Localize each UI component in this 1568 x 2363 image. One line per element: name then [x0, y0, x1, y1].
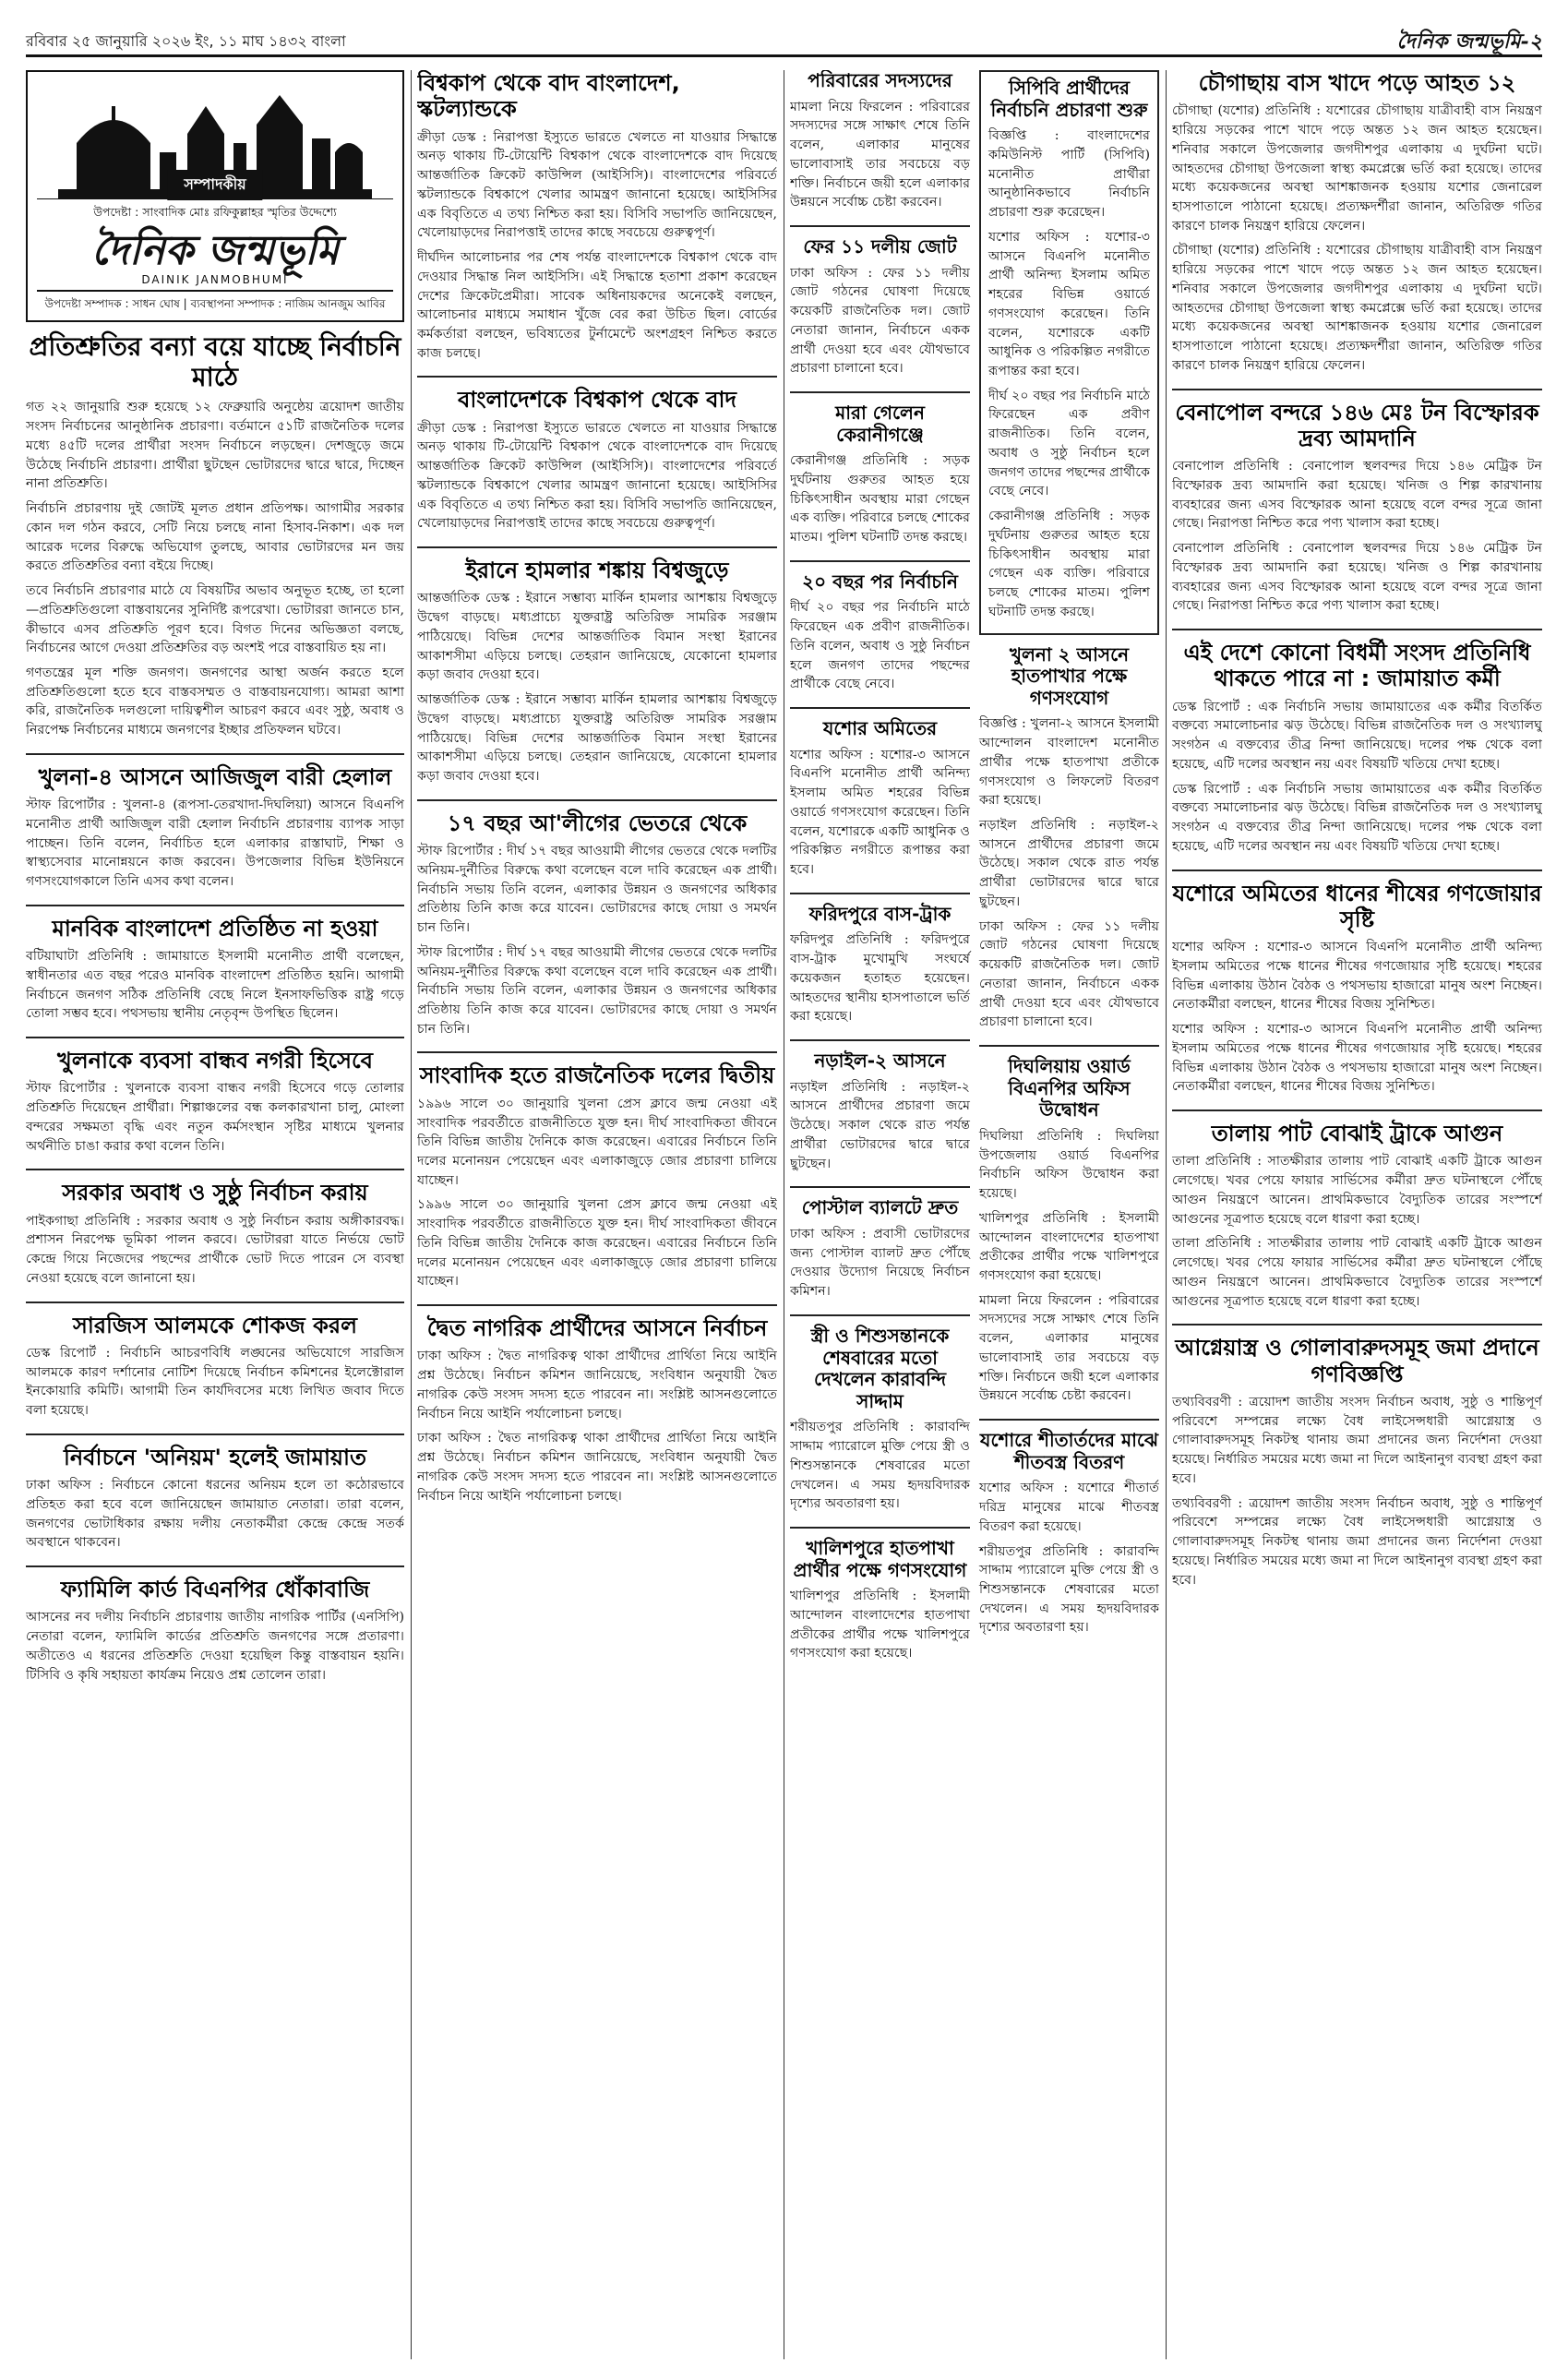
story-body: যশোর অফিস : যশোরে শীতার্ত দরিদ্র মানুষের মাঝে শীতবস্ত্র বিতরণ করা হয়েছে।: [979, 1481, 1159, 1534]
story-body: ফরিদপুর প্রতিনিধি : ফরিদপুরে বাস-ট্রাক মুখোমুখি সংঘর্ষে কয়েকজন হতাহত হয়েছেন। আহতদের স্থানীয় হাসপাতালে ভর্তি করা হয়েছে।: [790, 932, 970, 1025]
story-headline: খুলনাকে ব্যবসা বান্ধব নগরী হিসেবে: [56, 1048, 374, 1074]
news-story: [1172, 640, 1542, 871]
news-story: [790, 70, 970, 227]
story-body: শরীয়তপুর প্রতিনিধি : কারাবন্দি সাদ্দাম প্যারোলে মুক্তি পেয়ে স্ত্রী ও শিশুসন্তানকে শেষবারের মতো দেখলেন। এ সময় হৃদয়বিদারক দৃশ্যের অবতারণা হয়।: [979, 1543, 1159, 1636]
news-story: [790, 1538, 970, 1676]
story-headline: বিশ্বকাপ থেকে বাদ বাংলাদেশ, স্কটল্যান্ডকে: [417, 70, 680, 123]
story-body: বেনাপোল প্রতিনিধি : বেনাপোল স্থলবন্দর দিয়ে ১৪৬ মেট্রিক টন বিস্ফোরক দ্রব্য আমদানি করা হয়েছে। খনিজ ও শিল্প কারখানায় ব্যবহারের জন্য এসব বিস্ফোরক আনা হয়েছে বলে বন্দর সূত্রে জানা গেছে। নিরাপত্তা নিশ্চিত করে পণ্য খালাস করা হচ্ছে।: [1172, 459, 1542, 532]
story-headline: চৌগাছায় বাস খাদে পড়ে আহত ১২: [1198, 70, 1516, 96]
news-story: [417, 70, 777, 378]
story-headline: যশোর অমিতের: [822, 717, 938, 740]
news-story: [417, 1315, 777, 1518]
news-story: [790, 402, 970, 562]
story-headline: খুলনা-৪ আসনে আজিজুল বারী হেলাল: [38, 763, 392, 790]
story-headline: সিপিবি প্রার্থীদের নির্বাচনি প্রচারণা শুরু: [990, 77, 1148, 121]
story-headline: খুলনা ২ আসনে হাতপাখার পক্ষে গণসংযোগ: [1009, 642, 1130, 709]
story-headline: যশোরে অমিতের ধানের শীষের গণজোয়ার সৃষ্টি: [1172, 880, 1542, 932]
story-headline: সরকার অবাধ ও সুষ্ঠু নির্বাচন করায়: [62, 1180, 368, 1206]
story-body: মামলা নিয়ে ফিরলেন : পরিবারের সদস্যদের সঙ্গে সাক্ষাৎ শেষে তিনি বলেন, এলাকার মানুষের ভালোবাসাই তার সবচেয়ে বড় শক্তি। নির্বাচনে জয়ী হলে এলাকার উন্নয়নে সর্বোচ্চ চেষ্টা করবেন।: [790, 99, 970, 210]
column-4: [1172, 70, 1542, 2359]
story-body: ঢাকা অফিস : প্রবাসী ভোটারদের জন্য পোস্টাল ব্যালট দ্রুত পৌঁছে দেওয়ার উদ্যোগ নিয়েছে নির্বাচন কমিশন।: [790, 1226, 970, 1300]
story-body: স্টাফ রিপোর্টার : খুলনা-৪ (রূপসা-তেরখাদা-দিঘলিয়া) আসনে বিএনপি মনোনীত প্রার্থী আজিজুল বারী হেলাল নির্বাচনি প্রচারণায় ব্যাপক সাড়া পাচ্ছেন। তিনি বলেন, নির্বাচিত হলে এলাকার রাস্তাঘাট, শিক্ষা ও স্বাস্থ্যসেবার মানোন্নয়নে কাজ করবেন। উপজেলার বিভিন্ন ইউনিয়নে গণসংযোগকালে তিনি এসব কথা বলেন।: [26, 798, 404, 890]
story-body: চৌগাছা (যশোর) প্রতিনিধি : যশোরের চৌগাছায় যাত্রীবাহী বাস নিয়ন্ত্রণ হারিয়ে সড়কের পাশে খাদে পড়ে অন্তত ১২ জন আহত হয়েছেন। শনিবার সকালে উপজেলার জগদীশপুর এলাকায় এ দুর্ঘটনা ঘটে। আহতদের চৌগাছা উপজেলা স্বাস্থ্য কমপ্লেক্সে ভর্তি করা হয়েছে। তাদের মধ্যে কয়েকজনের অবস্থা আশঙ্কাজনক হওয়ায় যশোর জেনারেল হাসপাতালে পাঠানো হয়েছে। প্রত্যক্ষদর্শীরা জানান, অতিরিক্ত গতির কারণে চালক নিয়ন্ত্রণ হারিয়ে ফেলেন।: [1172, 103, 1542, 234]
story-body: ঢাকা অফিস : দ্বৈত নাগরিকত্ব থাকা প্রার্থীদের প্রার্থিতা নিয়ে আইনি প্রশ্ন উঠেছে। নির্বাচন কমিশন জানিয়েছে, সংবিধান অনুযায়ী দ্বৈত নাগরিক কেউ সংসদ সদস্য হতে পারবেন না। সংশ্লিষ্ট আসনগুলোতে নির্বাচন নিয়ে আইনি পর্যালোচনা চলছে।: [417, 1349, 777, 1421]
column-1: [26, 70, 404, 2359]
story-body: বিজ্ঞপ্তি : খুলনা-২ আসনে ইসলামী আন্দোলন বাংলাদেশ মনোনীত প্রার্থীর পক্ষে হাতপাখা প্রতীকে গণসংযোগ ও লিফলেট বিতরণ করা হয়েছে।: [979, 716, 1159, 809]
news-story: [417, 810, 777, 1054]
story-headline: সাংবাদিক হতে রাজনৈতিক দলের দ্বিতীয়: [419, 1062, 775, 1089]
story-headline: মানবিক বাংলাদেশ প্রতিষ্ঠিত না হওয়া: [52, 915, 378, 942]
story-headline: ইরানে হামলার শঙ্কায় বিশ্বজুড়ে: [465, 558, 729, 584]
story-body: আন্তর্জাতিক ডেস্ক : ইরানে সম্ভাব্য মার্কিন হামলার আশঙ্কায় বিশ্বজুড়ে উদ্বেগ বাড়ছে। মধ্যপ্রাচ্যে যুক্তরাষ্ট্র অতিরিক্ত সামরিক সরঞ্জাম পাঠিয়েছে। বিভিন্ন দেশের আন্তর্জাতিক বিমান সংস্থা ইরানের আকাশসীমা এড়িয়ে চলছে। তেহরান জানিয়েছে, যেকোনো হামলার কড়া জবাব দেওয়া হবে।: [417, 692, 777, 785]
news-story: [417, 1062, 777, 1306]
news-story: [26, 1313, 404, 1435]
story-body: চৌগাছা (যশোর) প্রতিনিধি : যশোরের চৌগাছায় যাত্রীবাহী বাস নিয়ন্ত্রণ হারিয়ে সড়কের পাশে খাদে পড়ে অন্তত ১২ জন আহত হয়েছেন। শনিবার সকালে উপজেলার জগদীশপুর এলাকায় এ দুর্ঘটনা ঘটে। আহতদের চৌগাছা উপজেলা স্বাস্থ্য কমপ্লেক্সে ভর্তি করা হয়েছে। তাদের মধ্যে কয়েকজনের অবস্থা আশঙ্কাজনক হওয়ায় যশোর জেনারেল হাসপাতালে পাঠানো হয়েছে। প্রত্যক্ষদর্শীরা জানান, অতিরিক্ত গতির কারণে চালক নিয়ন্ত্রণ হারিয়ে ফেলেন।: [1172, 243, 1542, 373]
editorial-paragraph: নির্বাচনি প্রচারণায় দুই জোটই মূলত প্রধান প্রতিপক্ষ। আগামীর সরকার কোন দল গঠন করবে, সেটি নিয়ে চলছে নানা হিসাব-নিকাশ। এক দল আরেক দলের বিরুদ্ধে অভিযোগ তুলছে, আবার ভোটারদের মন জয় করতে প্রতিশ্রুতির বন্যা বইয়ে দিচ্ছে।: [26, 501, 404, 574]
story-body: স্টাফ রিপোর্টার : দীর্ঘ ১৭ বছর আওয়ামী লীগের ভেতরে থেকে দলটির অনিয়ম-দুর্নীতির বিরুদ্ধে কথা বলেছেন বলে দাবি করেছেন এক প্রার্থী। নির্বাচনি সভায় তিনি বলেন, এলাকার উন্নয়ন ও জনগণের অধিকার প্রতিষ্ঠায় তিনি কাজ করে যাবেন। ভোটারদের কাছে দোয়া ও সমর্থন চান তিনি।: [417, 844, 777, 936]
story-body: যশোর অফিস : যশোর-৩ আসনে বিএনপি মনোনীত প্রার্থী অনিন্দ্য ইসলাম অমিত শহরের বিভিন্ন ওয়ার্ডে গণসংযোগ করেছেন। তিনি বলেন, যশোরকে একটি আধুনিক ও পরিকল্পিত নগরীতে রূপান্তর করা হবে।: [988, 229, 1150, 378]
editorial-paragraph: তবে নির্বাচনি প্রচারণার মাঠে যে বিষয়টির অভাব অনুভূত হচ্ছে, তা হলো—প্রতিশ্রুতিগুলো বাস্তবায়নের সুনির্দিষ্ট রূপরেখা। ভোটাররা জানতে চান, কীভাবে এসব প্রতিশ্রুতি পূরণ হবে। বিগত দিনের অভিজ্ঞতা বলছে, নির্বাচনের আগে দেওয়া প্রতিশ্রুতির বড় অংশই পরে বাস্তবায়িত হয় না।: [26, 583, 404, 656]
story-headline: তালায় পাট বোঝাই ট্রাকে আগুন: [1211, 1121, 1503, 1147]
story-body: তালা প্রতিনিধি : সাতক্ষীরার তালায় পাট বোঝাই একটি ট্রাকে আগুন লেগেছে। খবর পেয়ে ফায়ার সার্ভিসের কর্মীরা দ্রুত ঘটনাস্থলে পৌঁছে আগুন নিয়ন্ত্রণে আনেন। প্রাথমিকভাবে বৈদ্যুতিক তারের সংস্পর্শে আগুনের সূত্রপাত হয়েছে বলে ধারণা করা হচ্ছে।: [1172, 1154, 1542, 1227]
news-story: [417, 558, 777, 801]
story-body: ডেস্ক রিপোর্ট : নির্বাচনি আচরণবিধি লঙ্ঘনের অভিযোগে সারজিস আলমকে কারণ দর্শানোর নোটিশ দিয়েছে নির্বাচন কমিশনের ইলেক্টোরাল ইনকোয়ারি কমিটি। আগামী তিন কার্যদিবসের মধ্যে লিখিত জবাব দিতে বলা হয়েছে।: [26, 1345, 404, 1419]
news-story: [26, 1445, 404, 1567]
story-body: যশোর অফিস : যশোর-৩ আসনে বিএনপি মনোনীত প্রার্থী অনিন্দ্য ইসলাম অমিতের পক্ষে ধানের শীষের গণজোয়ার সৃষ্টি হয়েছে। শহরের বিভিন্ন এলাকায় উঠান বৈঠক ও পথসভায় হাজারো মানুষ অংশ নিচ্ছেন। নেতাকর্মীরা বলছেন, ধানের শীষের বিজয় সুনিশ্চিত।: [1172, 1022, 1542, 1095]
story-body: কেরানীগঞ্জ প্রতিনিধি : সড়ক দুর্ঘটনায় গুরুতর আহত হয়ে চিকিৎসাধীন অবস্থায় মারা গেছেন এক ব্যক্তি। পরিবারে চলছে শোকের মাতম। পুলিশ ঘটনাটি তদন্ত করছে।: [790, 453, 970, 546]
story-body: দিঘলিয়া প্রতিনিধি : দিঘলিয়া উপজেলায় ওয়ার্ড বিএনপির নির্বাচনি অফিস উদ্বোধন করা হয়েছে।: [979, 1128, 1159, 1202]
column-2: [417, 70, 777, 2359]
editorial-paragraph: গত ২২ জানুয়ারি শুরু হয়েছে ১২ ফেব্রুয়ারি অনুষ্ঠেয় ত্রয়োদশ জাতীয় সংসদ নির্বাচনের আনুষ্ঠানিক প্রচারণা। বর্তমানে ৫১টি রাজনৈতিক দলের মধ্যে ৪৫টি দলের প্রার্থীরা সংসদ নির্বাচনে লড়ছেন। দেশজুড়ে জমে উঠেছে নির্বাচনি প্রচারণা। প্রার্থীরা ছুটছেন ভোটারদের দ্বারে দ্বারে, দিচ্ছেন নানা প্রতিশ্রুতি।: [26, 400, 404, 492]
story-body: বিজ্ঞপ্তি : বাংলাদেশের কমিউনিস্ট পার্টি (সিপিবি) মনোনীত প্রার্থীরা আনুষ্ঠানিকভাবে নির্বাচনি প্রচারণা শুরু করেছেন।: [988, 128, 1150, 221]
paper-name-english: DAINIK JANMOBHUMI: [37, 273, 393, 292]
story-headline: ফ্যামিলি কার্ড বিএনপির ধোঁকাবাজি: [60, 1577, 370, 1603]
column-divider: [1166, 70, 1167, 2359]
news-story: [417, 387, 777, 548]
story-headline: খালিশপুরে হাতপাখা প্রার্থীর পক্ষে গণসংযোগ: [793, 1536, 967, 1581]
story-headline: ফের ১১ দলীয় জোট: [803, 235, 957, 258]
news-story: [979, 1430, 1159, 1650]
story-body: যশোর অফিস : যশোর-৩ আসনে বিএনপি মনোনীত প্রার্থী অনিন্দ্য ইসলাম অমিত শহরের বিভিন্ন ওয়ার্ডে গণসংযোগ করেছেন। তিনি বলেন, যশোরকে একটি আধুনিক ও পরিকল্পিত নগরীতে রূপান্তর করা হবে।: [790, 747, 970, 878]
story-headline: দিঘলিয়ায় ওয়ার্ড বিএনপির অফিস উদ্বোধন: [1008, 1055, 1131, 1122]
news-story: [979, 70, 1159, 635]
news-story: [790, 236, 970, 393]
story-headline: ১৭ বছর আ'লীগের ভেতরে থেকে: [447, 810, 748, 836]
news-story: [790, 1050, 970, 1188]
news-story: [979, 644, 1159, 1048]
news-story: [790, 571, 970, 709]
story-body: আন্তর্জাতিক ডেস্ক : ইরানে সম্ভাব্য মার্কিন হামলার আশঙ্কায় বিশ্বজুড়ে উদ্বেগ বাড়ছে। মধ্যপ্রাচ্যে যুক্তরাষ্ট্র অতিরিক্ত সামরিক সরঞ্জাম পাঠিয়েছে। বিভিন্ন দেশের আন্তর্জাতিক বিমান সংস্থা ইরানের আকাশসীমা এড়িয়ে চলছে। তেহরান জানিয়েছে, যেকোনো হামলার কড়া জবাব দেওয়া হবে।: [417, 591, 777, 683]
story-body: ঢাকা অফিস : নির্বাচনে কোনো ধরনের অনিয়ম হলে তা কঠোরভাবে প্রতিহত করা হবে বলে জানিয়েছেন জামায়াত নেতারা। তারা বলেন, জনগণের ভোটাধিকার রক্ষায় দলীয় নেতাকর্মীরা কেন্দ্রে কেন্দ্রে সতর্ক অবস্থানে থাকবেন।: [26, 1478, 404, 1551]
story-body: ডেস্ক রিপোর্ট : এক নির্বাচনি সভায় জামায়াতের এক কর্মীর বিতর্কিত বক্তব্যে সমালোচনার ঝড় উঠেছে। বিভিন্ন রাজনৈতিক দল ও সংখ্যালঘু সংগঠন এ বক্তব্যের তীব্র নিন্দা জানিয়েছে। দলের পক্ষ থেকে বলা হয়েছে, এটি দলের অবস্থান নয় এবং বিষয়টি খতিয়ে দেখা হচ্ছে।: [1172, 781, 1542, 854]
editorial-subtitle: উপদেষ্টা : সাংবাদিক মোঃ রফিকুল্লাহর স্মৃতির উদ্দেশ্যে: [93, 205, 337, 219]
column-3-right: [979, 70, 1159, 1685]
news-story: [1172, 1121, 1542, 1325]
story-headline: আগ্নেয়াস্ত্র ও গোলাবারুদসমূহ জমা প্রদানে গণবিজ্ঞপ্তি: [1175, 1335, 1539, 1387]
story-body: ঢাকা অফিস : দ্বৈত নাগরিকত্ব থাকা প্রার্থীদের প্রার্থিতা নিয়ে আইনি প্রশ্ন উঠেছে। নির্বাচন কমিশন জানিয়েছে, সংবিধান অনুযায়ী দ্বৈত নাগরিক কেউ সংসদ সদস্য হতে পারবেন না। সংশ্লিষ্ট আসনগুলোতে নির্বাচন নিয়ে আইনি পর্যালোচনা চলছে।: [417, 1431, 777, 1504]
story-headline: সারজিস আলমকে শোকজ করল: [73, 1312, 357, 1338]
news-story: [1172, 1335, 1542, 1602]
story-headline: পোস্টাল ব্যালটে দ্রুত: [801, 1196, 959, 1219]
story-body: স্টাফ রিপোর্টার : দীর্ঘ ১৭ বছর আওয়ামী লীগের ভেতরে থেকে দলটির অনিয়ম-দুর্নীতির বিরুদ্ধে কথা বলেছেন বলে দাবি করেছেন এক প্রার্থী। নির্বাচনি সভায় তিনি বলেন, এলাকার উন্নয়ন ও জনগণের অধিকার প্রতিষ্ঠায় তিনি কাজ করে যাবেন। ভোটারদের কাছে দোয়া ও সমর্থন চান তিনি।: [417, 944, 777, 1037]
story-headline: ২০ বছর পর নির্বাচনি: [802, 570, 958, 593]
story-headline: পরিবারের সদস্যদের: [808, 70, 952, 91]
news-story: [26, 1048, 404, 1170]
news-story: [790, 1197, 970, 1316]
page-header: [26, 24, 1542, 57]
story-body: দীর্ঘ ২০ বছর পর নির্বাচনি মাঠে ফিরেছেন এক প্রবীণ রাজনীতিক। তিনি বলেন, অবাধ ও সুষ্ঠু নির্বাচন হলে জনগণ তাদের পছন্দের প্রার্থীকে বেছে নেবে।: [790, 600, 970, 692]
column-divider: [411, 70, 412, 2359]
story-headline: বেনাপোল বন্দরে ১৪৬ মেঃ টন বিস্ফোরক দ্রব্য আমদানি: [1175, 399, 1539, 451]
story-body: দীর্ঘ ২০ বছর পর নির্বাচনি মাঠে ফিরেছেন এক প্রবীণ রাজনীতিক। তিনি বলেন, অবাধ ও সুষ্ঠু নির্বাচন হলে জনগণ তাদের পছন্দের প্রার্থীকে বেছে নেবে।: [988, 388, 1150, 499]
story-headline: ফরিদপুরে বাস-ট্রাক: [808, 902, 952, 925]
story-body: ১৯৯৬ সালে ৩০ জানুয়ারি খুলনা প্রেস ক্লাবে জন্ম নেওয়া এই সাংবাদিক পরবর্তীতে রাজনীতিতে যুক্ত হন। দীর্ঘ সাংবাদিকতা জীবনে তিনি বিভিন্ন জাতীয় দৈনিকে কাজ করেছেন। এবারের নির্বাচনে তিনি দলের মনোনয়ন পেয়েছেন এবং এলাকাজুড়ে জোর প্রচারণা চালিয়ে যাচ্ছেন।: [417, 1096, 777, 1188]
story-body: বটিয়াঘাটা প্রতিনিধি : জামায়াতে ইসলামী মনোনীত প্রার্থী বলেছেন, স্বাধীনতার এত বছর পরেও মানবিক বাংলাদেশ প্রতিষ্ঠিত হয়নি। আগামী নির্বাচনে জনগণ সঠিক প্রতিনিধি বেছে নিলে ইনসাফভিত্তিক রাষ্ট্র গড়ে তোলা সম্ভব হবে। পথসভায় স্থানীয় নেতৃবৃন্দ উপস্থিত ছিলেন।: [26, 949, 404, 1022]
story-body: দীর্ঘদিন আলোচনার পর শেষ পর্যন্ত বাংলাদেশকে বিশ্বকাপ থেকে বাদ দেওয়ার সিদ্ধান্ত নিল আইসিসি। এই সিদ্ধান্তে হতাশা প্রকাশ করেছেন দেশের ক্রিকেটপ্রেমীরা। সাবেক অধিনায়কদের অনেকেই বলছেন, আলোচনার মাধ্যমে সমাধান খুঁজে বের করা উচিত ছিল। বোর্ডের কর্মকর্তারা বলছেন, ভবিষ্যতের টুর্নামেন্টে অংশগ্রহণ নিশ্চিত করতে কাজ চলছে।: [417, 250, 777, 361]
paper-page-label: দৈনিক জন্মভূমি-২: [1396, 30, 1542, 54]
story-body: যশোর অফিস : যশোর-৩ আসনে বিএনপি মনোনীত প্রার্থী অনিন্দ্য ইসলাম অমিতের পক্ষে ধানের শীষের গণজোয়ার সৃষ্টি হয়েছে। শহরের বিভিন্ন এলাকায় উঠান বৈঠক ও পথসভায় হাজারো মানুষ অংশ নিচ্ছেন। নেতাকর্মীরা বলছেন, ধানের শীষের বিজয় সুনিশ্চিত।: [1172, 940, 1542, 1013]
story-body: বেনাপোল প্রতিনিধি : বেনাপোল স্থলবন্দর দিয়ে ১৪৬ মেট্রিক টন বিস্ফোরক দ্রব্য আমদানি করা হয়েছে। খনিজ ও শিল্প কারখানায় ব্যবহারের জন্য এসব বিস্ফোরক আনা হয়েছে বলে বন্দর সূত্রে জানা গেছে। নিরাপত্তা নিশ্চিত করে পণ্য খালাস করা হচ্ছে।: [1172, 541, 1542, 614]
mosque-temple-emblem: [37, 79, 393, 199]
editorial-masthead: [26, 70, 404, 322]
story-headline: যশোরে শীতার্তদের মাঝে শীতবস্ত্র বিতরণ: [979, 1429, 1159, 1473]
story-body: খালিশপুর প্রতিনিধি : ইসলামী আন্দোলন বাংলাদেশের হাতপাখা প্রতীকের প্রার্থীর পক্ষে খালিশপুরে গণসংযোগ করা হয়েছে।: [979, 1210, 1159, 1283]
story-body: স্টাফ রিপোর্টার : খুলনাকে ব্যবসা বান্ধব নগরী হিসেবে গড়ে তোলার প্রতিশ্রুতি দিয়েছেন প্রার্থীরা। শিল্পাঞ্চলের বন্ধ কলকারখানা চালু, মোংলা বন্দরের সক্ষমতা বৃদ্ধি এবং নতুন কর্মসংস্থান সৃষ্টির মাধ্যমে খুলনার অর্থনীতি চাঙা করার কথা বলেন তিনি।: [26, 1081, 404, 1154]
news-story: [26, 916, 404, 1038]
news-story: [26, 1180, 404, 1302]
story-body: নড়াইল প্রতিনিধি : নড়াইল-২ আসনে প্রার্থীদের প্রচারণা জমে উঠেছে। সকাল থেকে রাত পর্যন্ত প্রার্থীরা ভোটারদের দ্বারে দ্বারে ছুটছেন।: [790, 1079, 970, 1171]
story-headline: এই দেশে কোনো বিধর্মী সংসদ প্রতিনিধি থাকতে পারে না : জামায়াত কর্মী: [1183, 640, 1531, 692]
paper-name: দৈনিক জন্মভূমি: [90, 227, 340, 274]
news-story: [979, 1056, 1159, 1421]
story-body: নড়াইল প্রতিনিধি : নড়াইল-২ আসনে প্রার্থীদের প্রচারণা জমে উঠেছে। সকাল থেকে রাত পর্যন্ত প্রার্থীরা ভোটারদের দ্বারে দ্বারে ছুটছেন।: [979, 818, 1159, 909]
news-story: [1172, 70, 1542, 390]
story-body: তালা প্রতিনিধি : সাতক্ষীরার তালায় পাট বোঝাই একটি ট্রাকে আগুন লেগেছে। খবর পেয়ে ফায়ার সার্ভিসের কর্মীরা দ্রুত ঘটনাস্থলে পৌঁছে আগুন নিয়ন্ত্রণে আনেন। প্রাথমিকভাবে বৈদ্যুতিক তারের সংস্পর্শে আগুনের সূত্রপাত হয়েছে বলে ধারণা করা হচ্ছে।: [1172, 1236, 1542, 1309]
news-story: [1172, 881, 1542, 1112]
story-body: তথ্যবিবরণী : ত্রয়োদশ জাতীয় সংসদ নির্বাচন অবাধ, সুষ্ঠু ও শান্তিপূর্ণ পরিবেশে সম্পন্নের লক্ষ্যে বৈধ লাইসেন্সধারী আগ্নেয়াস্ত্র ও গোলাবারুদসমূহ নিকটস্থ থানায় জমা প্রদানের জন্য নির্দেশনা দেওয়া হয়েছে। নির্ধারিত সময়ের মধ্যে জমা না দিলে আইনানুগ ব্যবস্থা গ্রহণ করা হবে।: [1172, 1495, 1542, 1588]
editorial-label: সম্পাদকীয়: [167, 170, 262, 200]
column-3-left: [790, 70, 970, 1685]
news-story: [26, 764, 404, 906]
story-body: ক্রীড়া ডেস্ক : নিরাপত্তা ইস্যুতে ভারতে খেলতে না যাওয়ার সিদ্ধান্তে অনড় থাকায় টি-টোয়েন্টি বিশ্বকাপ থেকে বাংলাদেশকে বাদ দিয়েছে আন্তর্জাতিক ক্রিকেট কাউন্সিল (আইসিসি)। বাংলাদেশের পরিবর্তে স্কটল্যান্ডকে বিশ্বকাপে খেলার আমন্ত্রণ জানানো হয়েছে। আইসিসির এক বিবৃতিতে এ তথ্য নিশ্চিত করা হয়। বিসিবি সভাপতি জানিয়েছেন, খেলোয়াড়দের নিরাপত্তাই তাদের কাছে সবচেয়ে গুরুত্বপূর্ণ।: [417, 420, 777, 532]
story-body: তথ্যবিবরণী : ত্রয়োদশ জাতীয় সংসদ নির্বাচন অবাধ, সুষ্ঠু ও শান্তিপূর্ণ পরিবেশে সম্পন্নের লক্ষ্যে বৈধ লাইসেন্সধারী আগ্নেয়াস্ত্র ও গোলাবারুদসমূহ নিকটস্থ থানায় জমা প্রদানের জন্য নির্দেশনা দেওয়া হয়েছে। নির্ধারিত সময়ের মধ্যে জমা না দিলে আইনানুগ ব্যবস্থা গ্রহণ করা হবে।: [1172, 1394, 1542, 1486]
story-headline: স্ত্রী ও শিশুসন্তানকে শেষবারের মতো দেখলেন কারাবন্দি সাদ্দাম: [810, 1324, 950, 1412]
editorial-staff: উপদেষ্টা সম্পাদক : সাধন ঘোষ | ব্যবস্থাপনা সম্পাদক : নাজিম আনজুম আবির: [44, 297, 386, 311]
editorial-story: [26, 331, 404, 755]
story-body: পাইকগাছা প্রতিনিধি : সরকার অবাধ ও সুষ্ঠু নির্বাচন করায় অঙ্গীকারবদ্ধ। প্রশাসন নিরপেক্ষ ভূমিকা পালন করবে। ভোটাররা যাতে নির্ভয়ে ভোট কেন্দ্রে গিয়ে নিজেদের পছন্দের প্রার্থীকে ভোট দিতে পারেন সে ব্যবস্থা নেওয়া হয়েছে বলে জানানো হয়।: [26, 1213, 404, 1286]
story-headline: নড়াইল-২ আসনে: [814, 1050, 946, 1073]
news-story: [1172, 400, 1542, 631]
editorial-paragraph: গণতন্ত্রের মূল শক্তি জনগণ। জনগণের আস্থা অর্জন করতে হলে প্রতিশ্রুতিগুলো হতে হবে বাস্তবসম্মত ও বাস্তবায়নযোগ্য। আমরা আশা করি, রাজনৈতিক দলগুলো দায়িত্বশীল আচরণ করবে এবং সুষ্ঠু, অবাধ ও নিরপেক্ষ নির্বাচনের মাধ্যমে জনগণের ইচ্ছার প্রতিফলন ঘটবে।: [26, 666, 404, 738]
story-body: ১৯৯৬ সালে ৩০ জানুয়ারি খুলনা প্রেস ক্লাবে জন্ম নেওয়া এই সাংবাদিক পরবর্তীতে রাজনীতিতে যুক্ত হন। দীর্ঘ সাংবাদিকতা জীবনে তিনি বিভিন্ন জাতীয় দৈনিকে কাজ করেছেন। এবারের নির্বাচনে তিনি দলের মনোনয়ন পেয়েছেন এবং এলাকাজুড়ে জোর প্রচারণা চালিয়ে যাচ্ছেন।: [417, 1197, 777, 1289]
story-body: আসনের নব দলীয় নির্বাচনি প্রচারণায় জাতীয় নাগরিক পার্টির (এনসিপি) নেতারা বলেন, ফ্যামিলি কার্ডের প্রতিশ্রুতি জনগণের সঙ্গে প্রতারণা। অতীতেও এ ধরনের প্রতিশ্রুতি দেওয়া হয়েছিল কিন্তু বাস্তবায়ন হয়নি। টিসিবি ও কৃষি সহায়তা কার্যক্রম নিয়েও প্রশ্ন তোলেন তারা।: [26, 1610, 404, 1683]
news-story: [26, 1577, 404, 1697]
story-headline: মারা গেলেন কেরানীগঞ্জে: [835, 402, 925, 446]
story-body: মামলা নিয়ে ফিরলেন : পরিবারের সদস্যদের সঙ্গে সাক্ষাৎ শেষে তিনি বলেন, এলাকার মানুষের ভালোবাসাই তার সবচেয়ে বড় শক্তি। নির্বাচনে জয়ী হলে এলাকার উন্নয়নে সর্বোচ্চ চেষ্টা করবেন।: [979, 1292, 1159, 1404]
story-body: ঢাকা অফিস : ফের ১১ দলীয় জোট গঠনের ঘোষণা দিয়েছে কয়েকটি রাজনৈতিক দল। জোট নেতারা জানান, নির্বাচনে একক প্রার্থী দেওয়া হবে এবং যৌথভাবে প্রচারণা চালানো হবে।: [790, 265, 970, 377]
column-3: [790, 70, 1159, 2359]
news-story: [790, 718, 970, 894]
story-body: ক্রীড়া ডেস্ক : নিরাপত্তা ইস্যুতে ভারতে খেলতে না যাওয়ার সিদ্ধান্তে অনড় থাকায় টি-টোয়েন্টি বিশ্বকাপ থেকে বাংলাদেশকে বাদ দিয়েছে আন্তর্জাতিক ক্রিকেট কাউন্সিল (আইসিসি)। বাংলাদেশের পরিবর্তে স্কটল্যান্ডকে বিশ্বকাপে খেলার আমন্ত্রণ জানানো হয়েছে। আইসিসির এক বিবৃতিতে এ তথ্য নিশ্চিত করা হয়। বিসিবি সভাপতি জানিয়েছেন, খেলোয়াড়দের নিরাপত্তাই তাদের কাছে সবচেয়ে গুরুত্বপূর্ণ।: [417, 129, 777, 241]
story-body: কেরানীগঞ্জ প্রতিনিধি : সড়ক দুর্ঘটনায় গুরুতর আহত হয়ে চিকিৎসাধীন অবস্থায় মারা গেছেন এক ব্যক্তি। পরিবারে চলছে শোকের মাতম। পুলিশ ঘটনাটি তদন্ত করছে।: [988, 509, 1150, 619]
story-body: খালিশপুর প্রতিনিধি : ইসলামী আন্দোলন বাংলাদেশের হাতপাখা প্রতীকের প্রার্থীর পক্ষে খালিশপুরে গণসংযোগ করা হয়েছে।: [790, 1589, 970, 1661]
story-headline: নির্বাচনে 'অনিয়ম' হলেই জামায়াত: [63, 1444, 367, 1470]
story-headline: দ্বৈত নাগরিক প্রার্থীদের আসনে নির্বাচন: [426, 1315, 768, 1342]
story-body: ডেস্ক রিপোর্ট : এক নির্বাচনি সভায় জামায়াতের এক কর্মীর বিতর্কিত বক্তব্যে সমালোচনার ঝড় উঠেছে। বিভিন্ন রাজনৈতিক দল ও সংখ্যালঘু সংগঠন এ বক্তব্যের তীব্র নিন্দা জানিয়েছে। দলের পক্ষ থেকে বলা হয়েছে, এটি দলের অবস্থান নয় এবং বিষয়টি খতিয়ে দেখা হচ্ছে।: [1172, 699, 1542, 772]
news-story: [790, 1325, 970, 1529]
news-story: [790, 904, 970, 1041]
story-body: শরীয়তপুর প্রতিনিধি : কারাবন্দি সাদ্দাম প্যারোলে মুক্তি পেয়ে স্ত্রী ও শিশুসন্তানকে শেষবারের মতো দেখলেন। এ সময় হৃদয়বিদারক দৃশ্যের অবতারণা হয়।: [790, 1420, 970, 1512]
date-line: রবিবার ২৫ জানুয়ারি ২০২৬ ইং, ১১ মাঘ ১৪৩২ বাংলা: [26, 32, 346, 50]
story-body: ঢাকা অফিস : ফের ১১ দলীয় জোট গঠনের ঘোষণা দিয়েছে কয়েকটি রাজনৈতিক দল। জোট নেতারা জানান, নির্বাচনে একক প্রার্থী দেওয়া হবে এবং যৌথভাবে প্রচারণা চালানো হবে।: [979, 918, 1159, 1030]
story-headline: বাংলাদেশকে বিশ্বকাপ থেকে বাদ: [457, 387, 737, 414]
editorial-headline: প্রতিশ্রুতির বন্যা বয়ে যাচ্ছে নির্বাচনি মাঠে: [29, 331, 401, 393]
